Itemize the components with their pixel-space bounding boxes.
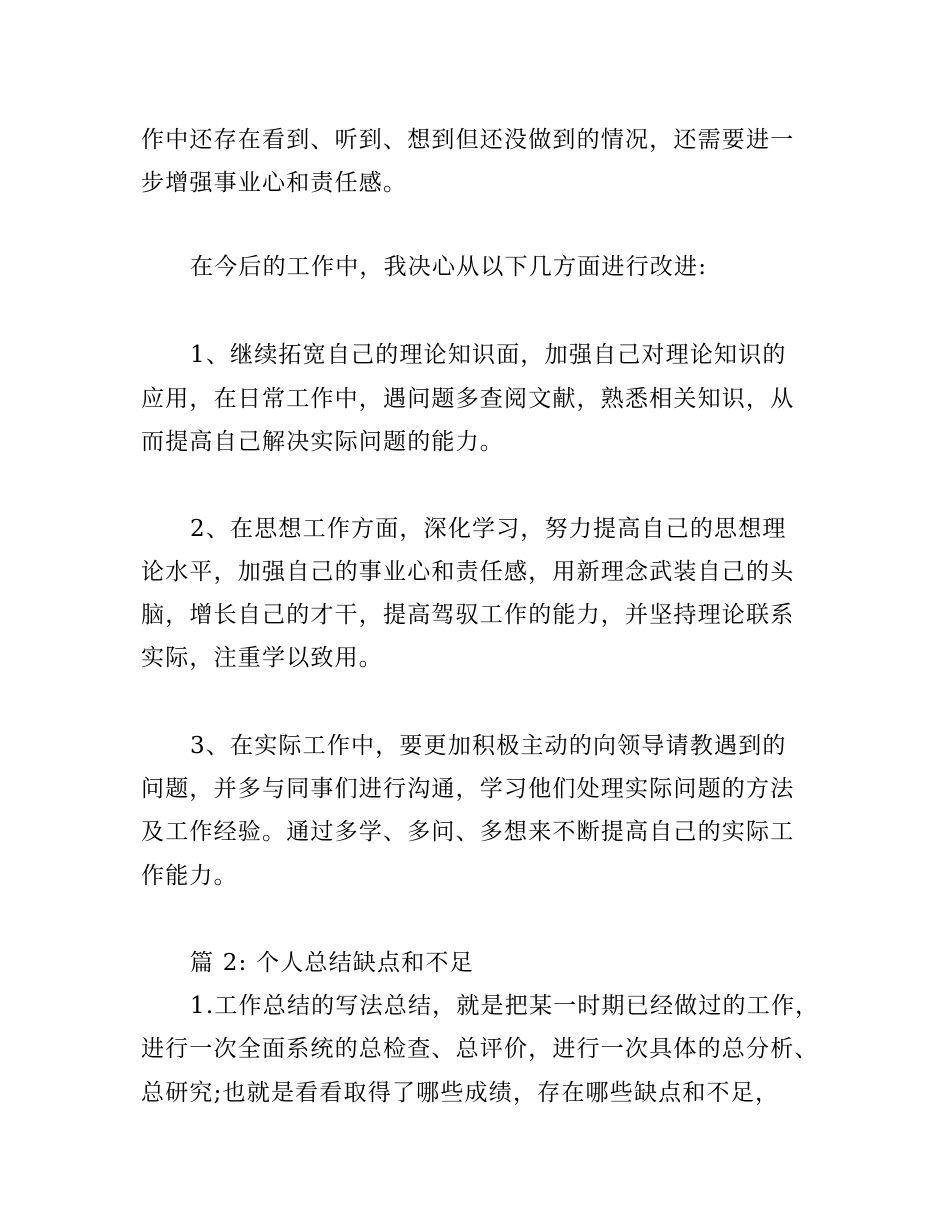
list-item-line: 应用，在日常工作中，遇问题多查阅文献，熟悉相关知识，从 (141, 386, 795, 412)
list-item-line: 实际，注重学以致用。 (141, 645, 383, 671)
paragraph-line: 在今后的工作中，我决心从以下几方面进行改进: (190, 254, 708, 280)
paragraph-line: 作中还存在看到、听到、想到但还没做到的情况，还需要进一 (141, 127, 795, 153)
list-item-line: 2、在思想工作方面，深化学习，努力提高自己的思想理 (190, 516, 787, 542)
list-item-line: 3、在实际工作中，要更加积极主动的向领导请教遇到的 (190, 733, 787, 759)
paragraph-line: 总研究;也就是看看取得了哪些成绩，存在哪些缺点和不足， (141, 1080, 780, 1106)
paragraph-line: 1.工作总结的写法总结，就是把某一时期已经做过的工作， (190, 993, 820, 1019)
paragraph-line: 进行一次全面系统的总检查、总评价，进行一次具体的总分析、 (141, 1036, 819, 1062)
list-item-line: 而提高自己解决实际问题的能力。 (141, 429, 504, 455)
list-item-line: 脑，增长自己的才干，提高驾驭工作的能力，并坚持理论联系 (141, 602, 795, 628)
list-item-line: 及工作经验。通过多学、多问、多想来不断提高自己的实际工 (141, 819, 795, 845)
list-item-line: 论水平，加强自己的事业心和责任感，用新理念武装自己的头 (141, 559, 795, 585)
list-item-line: 问题，并多与同事们进行沟通，学习他们处理实际问题的方法 (141, 776, 795, 802)
section-heading: 篇 2: 个人总结缺点和不足 (190, 950, 474, 976)
paragraph-line: 步增强事业心和责任感。 (141, 170, 408, 196)
list-item-line: 1、继续拓宽自己的理论知识面，加强自己对理论知识的 (190, 342, 787, 368)
list-item-line: 作能力。 (141, 863, 238, 889)
